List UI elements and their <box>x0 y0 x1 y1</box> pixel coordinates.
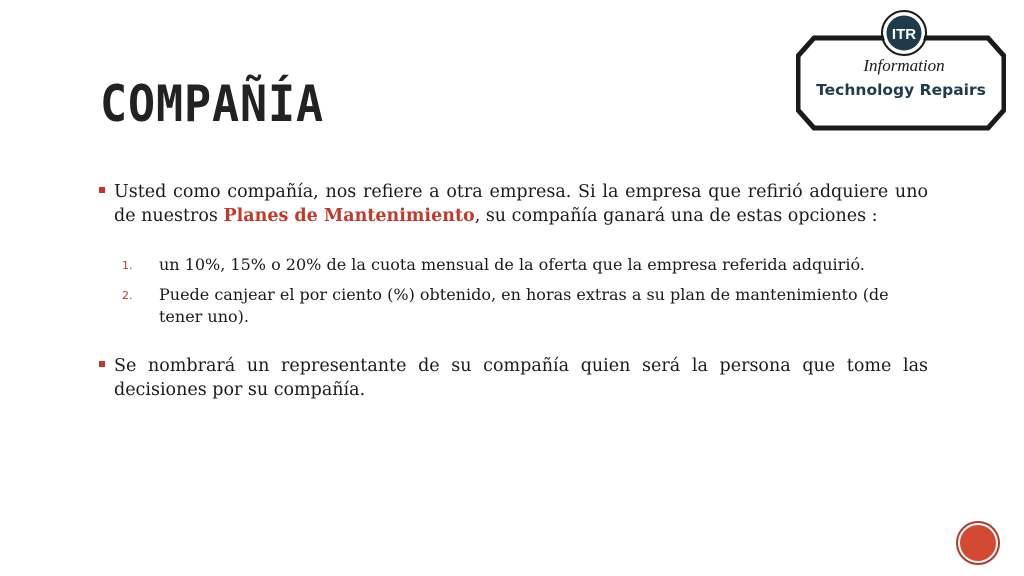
option-number: 1. <box>122 259 133 272</box>
bullet-text-start: Usted como compañía, nos refiere a otra empresa. Si la empresa que refirió adquiere uno de nuestros <box>114 182 928 226</box>
bullet-text-end: , su compañía ganará una de estas opciones : <box>474 206 878 226</box>
bullet-item-referral <box>98 180 928 228</box>
option-text: Puede canjear el por ciento (%) obtenido, en horas extras a su plan de mantenimiento (de tener uno). <box>159 285 889 326</box>
highlight-maintenance-plans: Planes de Mantenimiento <box>223 206 475 226</box>
slide-number-badge <box>958 523 998 563</box>
square-bullet-icon <box>99 361 105 367</box>
option-item-1 <box>98 254 928 276</box>
logo-line-2: Technology Repairs <box>816 81 986 99</box>
options-list <box>98 254 928 328</box>
bullet-text: Se nombrará un representante de su compañía quien será la persona que tome las decisiones por su compañía. <box>114 356 928 400</box>
square-bullet-icon <box>99 187 105 193</box>
option-item-2 <box>98 284 928 328</box>
slide-body <box>98 180 928 402</box>
option-number: 2. <box>122 289 133 302</box>
logo-badge-text: ITR <box>891 26 917 43</box>
logo-line-1: Information <box>863 56 945 75</box>
bullet-item-representative <box>98 354 928 402</box>
company-logo <box>796 10 1006 138</box>
slide-title: COMPAÑÍA <box>100 75 324 133</box>
option-text: un 10%, 15% o 20% de la cuota mensual de la oferta que la empresa referida adquirió. <box>159 255 865 274</box>
